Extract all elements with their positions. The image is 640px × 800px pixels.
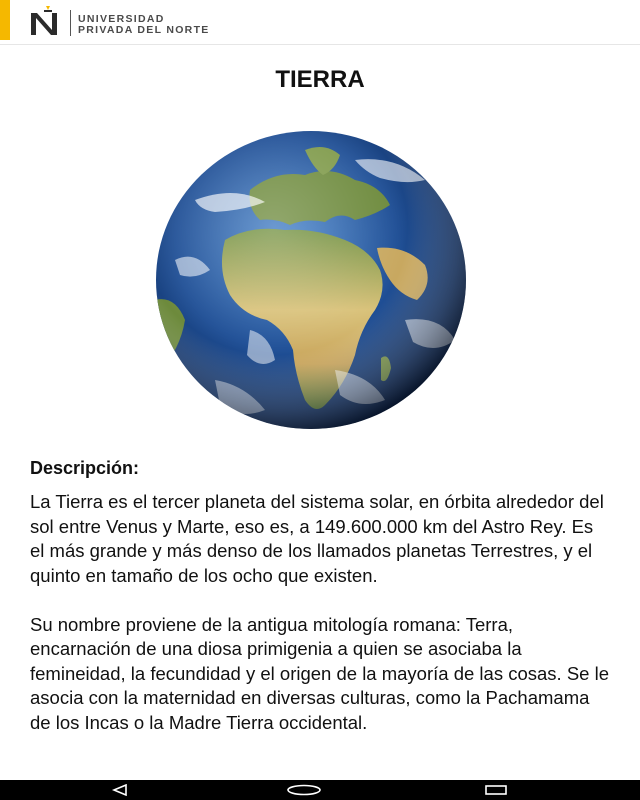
app-header [0,0,640,45]
university-name [78,14,210,36]
scroll-content[interactable] [0,44,640,780]
nav-home-button[interactable] [274,780,334,800]
logo-divider [70,10,71,36]
description-body [30,490,610,760]
nav-recents-button[interactable] [466,780,526,800]
system-nav-bar [0,780,640,800]
brand-accent-bar [0,0,10,40]
recents-icon [482,784,510,796]
earth-globe-image [155,130,467,430]
description-heading: Descripción: [30,458,140,478]
university-name-line2: PRIVADA DEL NORTE [78,24,210,36]
back-icon [108,784,132,796]
description-paragraph: Su nombre proviene de la antigua mitología romana: Terra, encarnación de una diosa primigenia a quien se asociaba la femineidad, la fecundidad y el origen de la mayoría de las cosas. Se le asocia con la maternidad en diversas culturas, como la Pachamama de los Incas o la Madre Tierra occidental. [30,613,609,733]
page-title: TIERRA [275,66,365,93]
home-icon [284,784,324,796]
upn-logo-icon [28,4,68,38]
description-paragraph: La Tierra es el tercer planeta del sistema solar, en órbita alrededor del sol entre Venus y Marte, eso es, a 149.600.000 km del Astro Rey. Es el más grande y más denso de los llamados planetas Terrestres, y el quinto en tamaño de los ocho que existen. [30,491,604,586]
university-name-line1: UNIVERSIDAD [78,13,165,25]
nav-back-button[interactable] [90,780,150,800]
